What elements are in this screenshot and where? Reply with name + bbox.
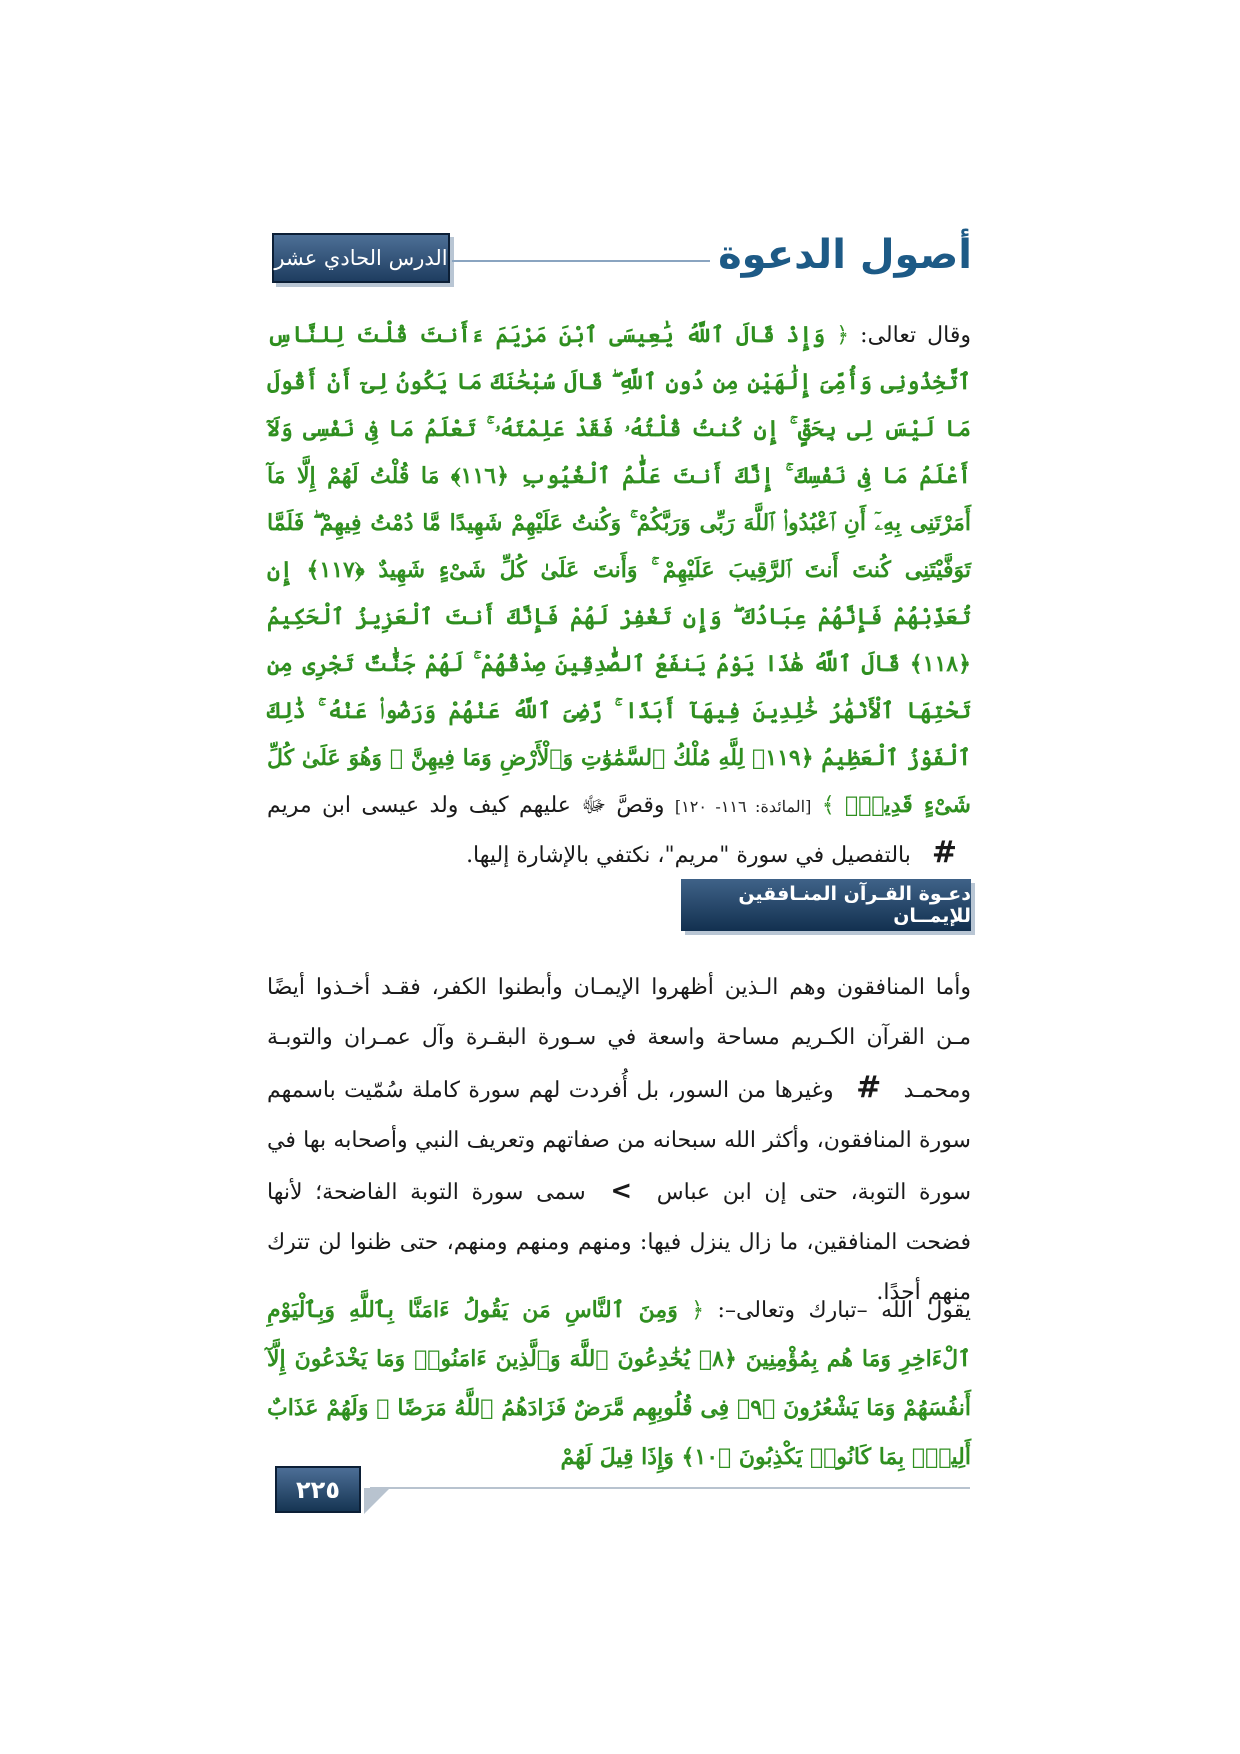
ornate-bracket-close: ﴾ <box>821 793 835 818</box>
verse-intro: وقال تعالى: <box>849 323 971 348</box>
footer-divider <box>370 1487 970 1489</box>
honorific-symbol: # <box>931 835 957 870</box>
page-header <box>272 228 972 288</box>
narrative-text: وقصَّ ﷻ عليهم كيف ولد عيسى ابن مريم <box>267 793 665 818</box>
lesson-badge: الدرس الحادي عشر <box>272 233 450 283</box>
ornate-bracket-open: ﴿ <box>691 1298 705 1323</box>
header-divider <box>452 260 710 262</box>
page-number: ٢٢٥ <box>275 1466 361 1513</box>
paragraph-text-c: سمى سورة التوبة الفاضحة؛ لأنها فضحت المنافقين، ما زال ينزل فيها: ومنهم ومنهم ومنهم، حتى ظنوا لن تترك منهم أحدًا. <box>267 1180 971 1305</box>
footer-ornament <box>364 1488 390 1514</box>
narrative-text-end: بالتفصيل في سورة "مريم"، نكتفي بالإشارة إليها. <box>466 843 911 868</box>
paragraph-text-b: وغيرها من السور، بل أُفردت لهم سورة كاملة سُمّيت باسمهم سورة المنافقون، وأكثر الله سبحانه من صفاتهم وتعريف النبي وأصحابه بها في سورة التوبة، حتى إن ابن عباس <box>267 1078 972 1205</box>
verse-reference: [المائدة: ١١٦- ١٢٠] <box>674 797 812 816</box>
ornate-bracket-open: ﴿ <box>836 323 850 348</box>
honorific-symbol: # <box>856 1070 882 1105</box>
verse-intro: يقول الله –تبارك وتعالى–: <box>704 1298 971 1323</box>
quran-verses-maidah: وَإِذْ قَالَ ٱللَّهُ يَٰعِيسَى ٱبْنَ مَرْيَمَ ءَأَنتَ قُلْتَ لِلنَّاسِ ٱتَّخِذُونِى وَأُمِّىَ إِلَٰهَيْنِ مِن دُونِ ٱللَّهِ ۖ قَالَ سُبْحَٰنَكَ مَا يَكُونُ لِىٓ أَنْ أَقُولَ مَا لَيْسَ لِى بِحَقٍّ ۚ إِن كُنتُ قُلْتُهُۥ فَقَدْ عَلِمْتَهُۥ ۚ تَعْلَمُ مَا فِى نَفْسِى وَلَآ أَعْلَمُ مَا فِى نَفْسِكَ ۚ إِنَّكَ أَنتَ عَلَّٰمُ ٱلْغُيُوبِ ﴿١١٦﴾ مَا قُلْتُ لَهُمْ إِلَّا مَآ أَمَرْتَنِى بِهِۦٓ أَنِ ٱعْبُدُوا۟ ٱللَّهَ رَبِّى وَرَبَّكُمْ ۚ وَكُنتُ عَلَيْهِمْ شَهِيدًا مَّا دُمْتُ فِيهِمْ ۖ فَلَمَّا تَوَفَّيْتَنِى كُنتَ أَنتَ ٱلرَّقِيبَ عَلَيْهِمْ ۚ وَأَنتَ عَلَىٰ كُلِّ شَىْءٍ شَهِيدٌ ﴿١١٧﴾ إِن تُعَذِّبْهُمْ فَإِنَّهُمْ عِبَادُكَ ۖ وَإِن تَغْفِرْ لَهُمْ فَإِنَّكَ أَنتَ ٱلْعَزِيزُ ٱلْحَكِيمُ ﴿١١٨﴾ قَالَ ٱللَّهُ هَٰذَا يَوْمُ يَنفَعُ ٱلصَّٰدِقِينَ صِدْقُهُمْ ۚ لَهُمْ جَنَّٰتٌ تَجْرِى مِن تَحْتِهَا ٱلْأَنْهَٰرُ خَٰلِدِينَ فِيهَآ أَبَدًا ۚ رَّضِىَ ٱللَّهُ عَنْهُمْ وَرَضُوا۟ عَنْهُ ۚ ذَٰلِكَ ٱلْفَوْزُ ٱلْعَظِيمُ ﴿١١٩﴾ لِلَّهِ مُلْكُ ٱلسَّمَٰوَٰتِ وَٱلْأَرْضِ وَمَا فِيهِنَّ ۚ وَهُوَ عَلَىٰ كُلِّ شَىْءٍ قَدِيرٌۢ <box>267 322 971 818</box>
quran-verses-baqarah: وَمِنَ ٱلنَّاسِ مَن يَقُولُ ءَامَنَّا بِٱللَّهِ وَبِٱلْيَوْمِ ٱلْءَاخِرِ وَمَا هُم بِمُؤْمِنِينَ ﴿٨﴾ يُخَٰدِعُونَ ٱللَّهَ وَٱلَّذِينَ ءَامَنُوا۟ وَمَا يَخْدَعُونَ إِلَّآ أَنفُسَهُمْ وَمَا يَشْعُرُونَ ﴿٩﴾ فِى قُلُوبِهِم مَّرَضٌ فَزَادَهُمُ ٱللَّهُ مَرَضًا ۖ وَلَهُمْ عَذَابٌ أَلِيمٌۢ بِمَا كَانُوا۟ يَكْذِبُونَ ﴿١٠﴾ وَإِذَا قِيلَ لَهُمْ <box>267 1297 971 1470</box>
paragraph-maidah <box>267 312 971 879</box>
paragraph-baqarah <box>267 1286 971 1482</box>
section-heading: دعـوة القـرآن المنـافقين للإيمــان <box>681 879 971 931</box>
paragraph-text-a: وأما المنافقون وهم الـذين أظهروا الإيمـان وأبطنوا الكفر، فقـد أخـذوا أيضًا مـن القرآن الكـريم مساحة واسعة في سـورة البقـرة وآل عمـران والتوبـة ومحمـد <box>267 975 971 1103</box>
book-title: أصول الدعوة <box>718 232 972 278</box>
paragraph-hypocrites <box>267 963 971 1318</box>
honorific-symbol-alt: > <box>610 1176 633 1206</box>
